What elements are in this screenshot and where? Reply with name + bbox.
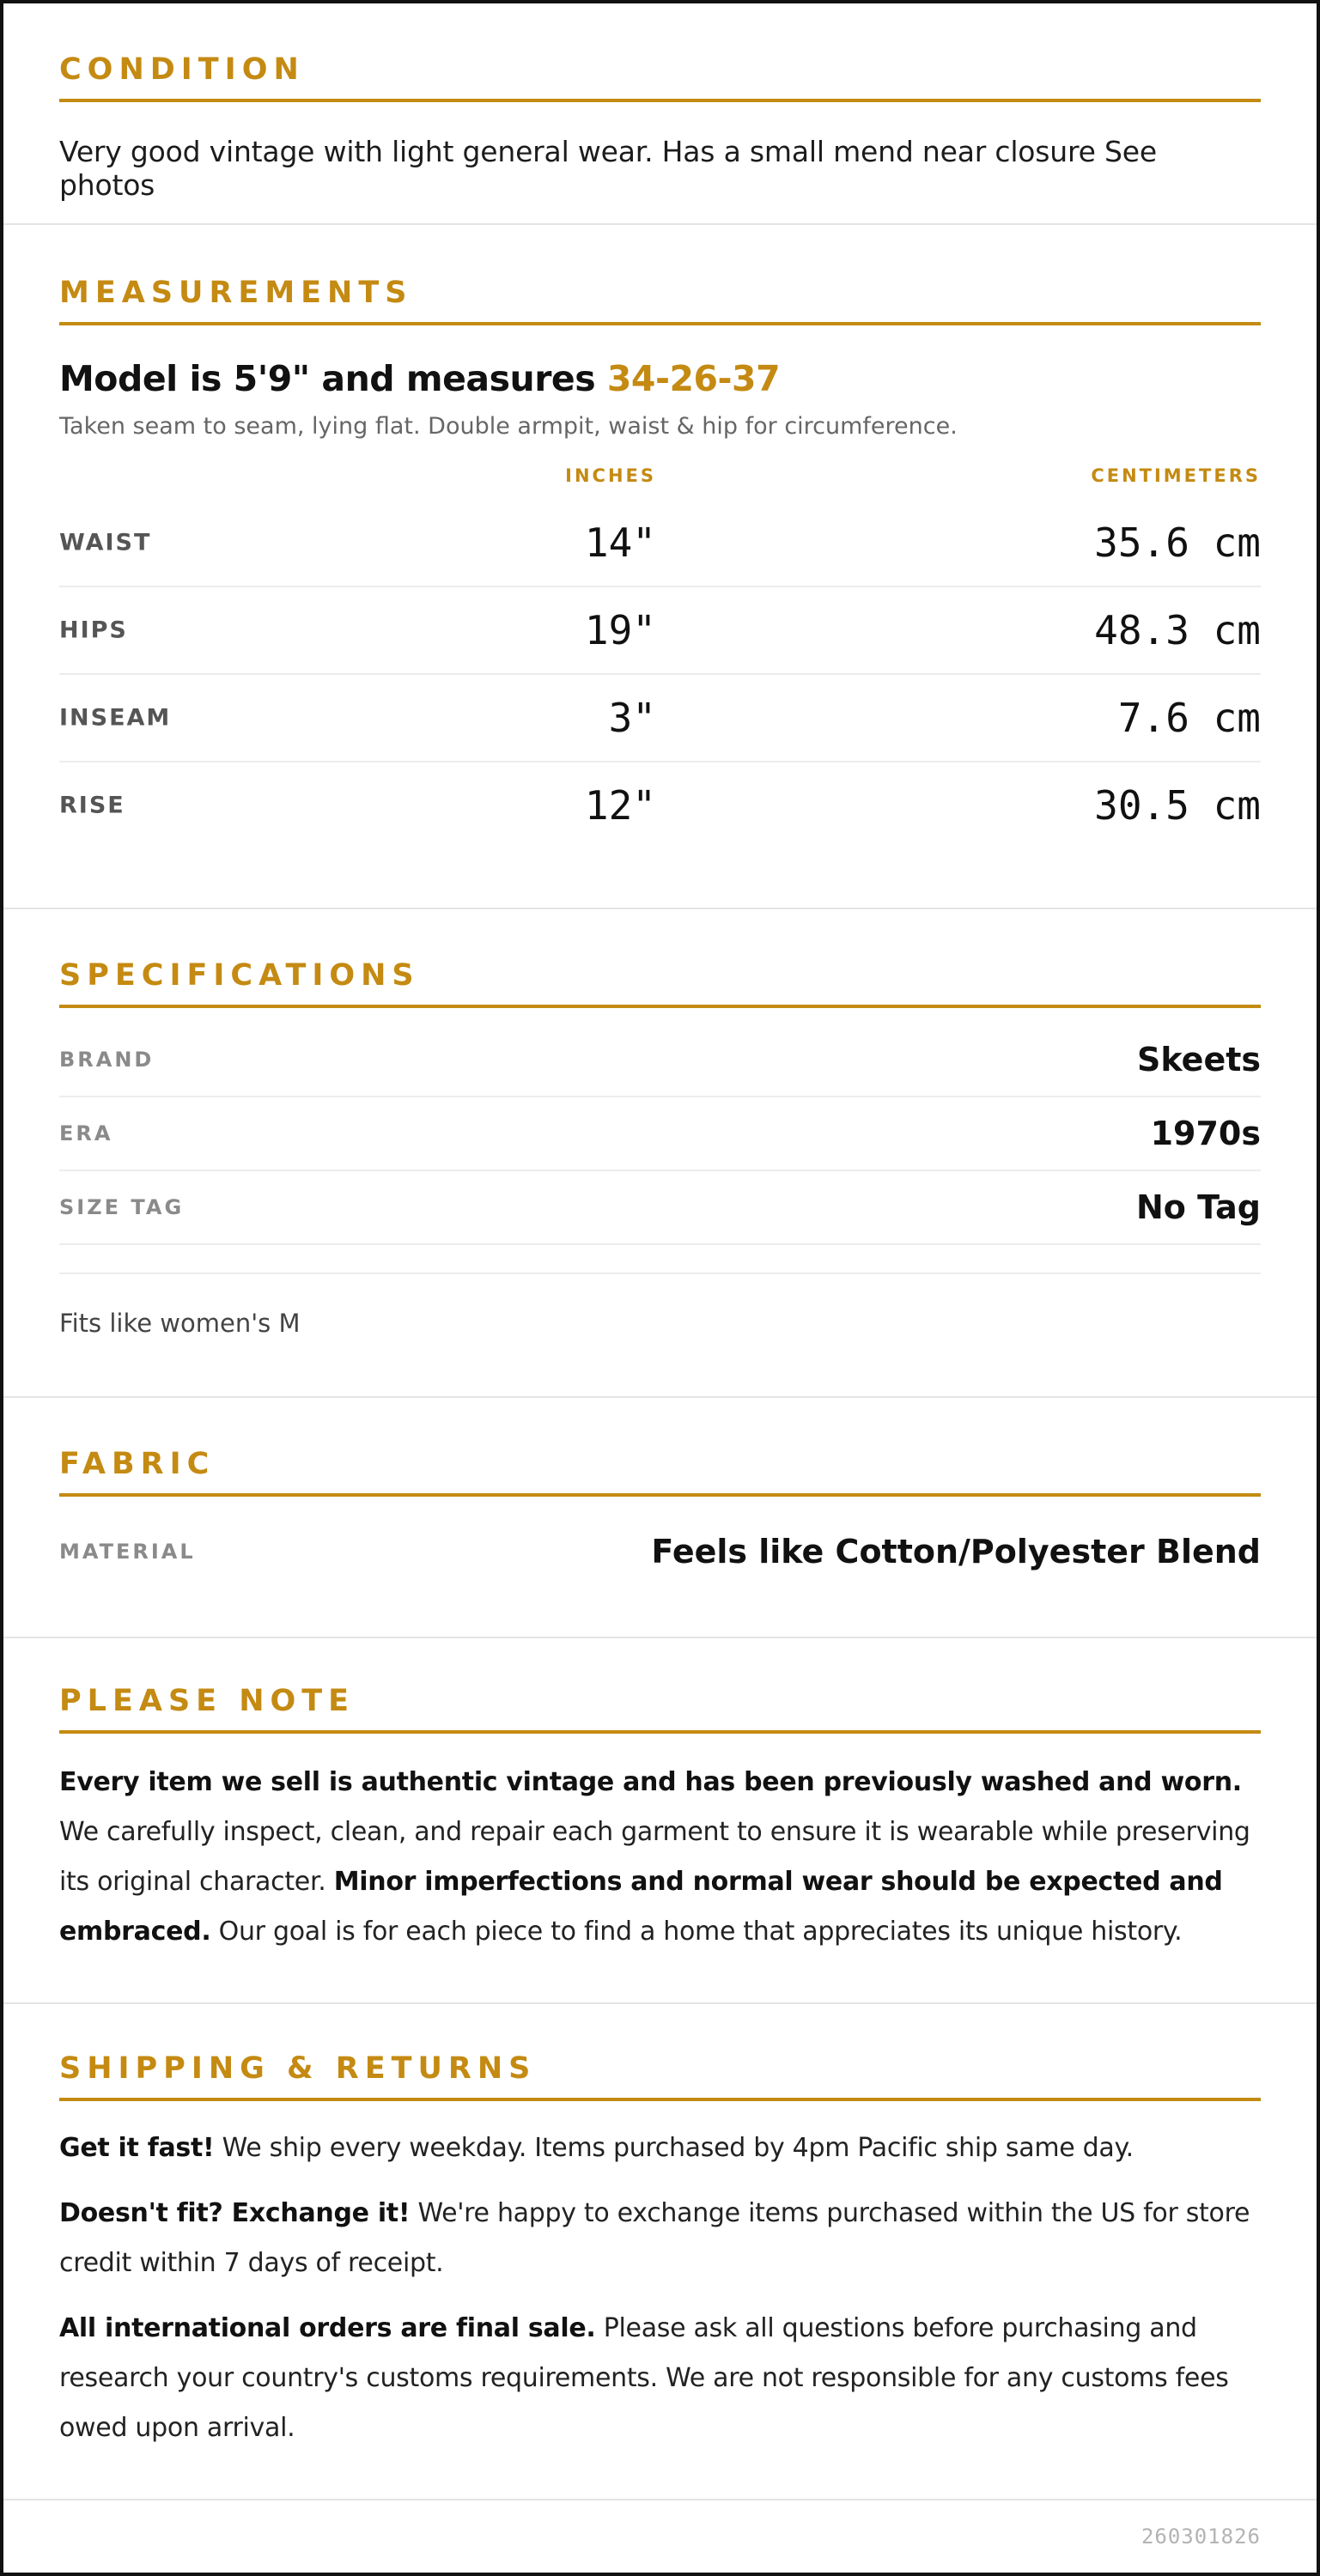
- model-measurements: 34-26-37: [606, 358, 781, 399]
- spec-value: Skeets: [1137, 1041, 1261, 1078]
- condition-text: Very good vintage with light general wear. Has a small mend near closure See photos: [59, 135, 1157, 202]
- measurement-table: [59, 500, 1261, 848]
- measurement-cm: 30.5 cm: [1094, 782, 1261, 829]
- measurement-inches: 14": [584, 519, 656, 566]
- please-note-heading: PLEASE NOTE: [59, 1686, 1261, 1734]
- spec-value: 1970s: [1150, 1115, 1261, 1152]
- shipping-bold: Get it fast!: [59, 2133, 215, 2163]
- centimeters-header: CENTIMETERS: [1091, 465, 1261, 486]
- spec-row-brand: [59, 1024, 1261, 1097]
- measurement-cm: 35.6 cm: [1094, 519, 1261, 566]
- measurements-heading: MEASUREMENTS: [59, 278, 1261, 325]
- measurement-row-inseam: [59, 675, 1261, 762]
- spec-row-era: [59, 1097, 1261, 1171]
- shipping-bold: Doesn't fit? Exchange it!: [59, 2198, 411, 2228]
- measurement-label: HIPS: [59, 617, 128, 644]
- shipping-text: We ship every weekday. Items purchased by 4pm Pacific ship same day.: [214, 2133, 1134, 2163]
- divider: [59, 1245, 1261, 1274]
- specifications-list: [59, 1024, 1261, 1274]
- inches-header: INCHES: [565, 465, 656, 486]
- fit-note: Fits like women's M: [59, 1309, 301, 1338]
- measurement-column-headers: [59, 465, 1261, 500]
- measurement-inches: 12": [584, 782, 656, 829]
- fabric-section: [3, 1398, 1317, 1638]
- material-label: MATERIAL: [59, 1540, 196, 1564]
- measurement-row-waist: [59, 500, 1261, 587]
- measurements-section: [3, 225, 1317, 909]
- note-text-2: Our goal is for each piece to find a home that appreciates its unique history.: [210, 1917, 1183, 1947]
- spec-label: SIZE TAG: [59, 1195, 185, 1219]
- measurement-inches: 3": [608, 695, 656, 741]
- specifications-section: [3, 909, 1317, 1398]
- measurement-inches: 19": [584, 607, 656, 653]
- spec-label: BRAND: [59, 1048, 155, 1072]
- model-prefix: Model is 5'9" and measures: [59, 358, 607, 399]
- shipping-text: Please ask all questions before purchasing and research your country's customs requirements. We are not responsible for any customs fees owed upon arrival.: [59, 2313, 1229, 2443]
- footer: [3, 2500, 1317, 2573]
- note-bold-1: Every item we sell is authentic vintage and has been previously washed and worn.: [59, 1767, 1242, 1797]
- shipping-paragraph-fast: [59, 2123, 1261, 2173]
- shipping-text: We're happy to exchange items purchased within the US for store credit within 7 days of receipt.: [59, 2198, 1250, 2278]
- shipping-paragraph-exchange: [59, 2189, 1261, 2288]
- please-note-text: [59, 1758, 1261, 1957]
- measurement-label: WAIST: [59, 529, 152, 556]
- shipping-heading: SHIPPING & RETURNS: [59, 2054, 1261, 2101]
- shipping-paragraph-international: [59, 2304, 1261, 2453]
- spec-label: ERA: [59, 1121, 113, 1145]
- spec-value: No Tag: [1135, 1188, 1261, 1226]
- sku-number: 260301826: [1141, 2524, 1261, 2549]
- measurement-cm: 48.3 cm: [1094, 607, 1261, 653]
- note-text-1: We carefully inspect, clean, and repair each garment to ensure it is wearable while preserving its original character.: [59, 1817, 1250, 1897]
- condition-section: [3, 3, 1317, 225]
- condition-heading: CONDITION: [59, 55, 1261, 102]
- measurement-row-hips: [59, 587, 1261, 675]
- note-bold-2: Minor imperfections and normal wear should be expected and embraced.: [59, 1867, 1223, 1947]
- specifications-heading: SPECIFICATIONS: [59, 961, 1261, 1008]
- please-note-section: [3, 1638, 1317, 2004]
- measurement-label: RISE: [59, 792, 125, 819]
- measurement-label: INSEAM: [59, 704, 172, 732]
- measurement-cm: 7.6 cm: [1117, 695, 1261, 741]
- material-value: Feels like Cotton/Polyester Blend: [651, 1533, 1261, 1571]
- spec-row-size-tag: [59, 1171, 1261, 1245]
- fabric-heading: FABRIC: [59, 1449, 1261, 1497]
- measurement-instructions: Taken seam to seam, lying flat. Double armpit, waist & hip for circumference.: [59, 413, 958, 440]
- measurement-row-rise: [59, 762, 1261, 848]
- shipping-section: [3, 2004, 1317, 2500]
- fabric-row: [59, 1517, 1261, 1586]
- model-info: [59, 358, 1261, 399]
- shipping-bold: All international orders are final sale.: [59, 2313, 596, 2343]
